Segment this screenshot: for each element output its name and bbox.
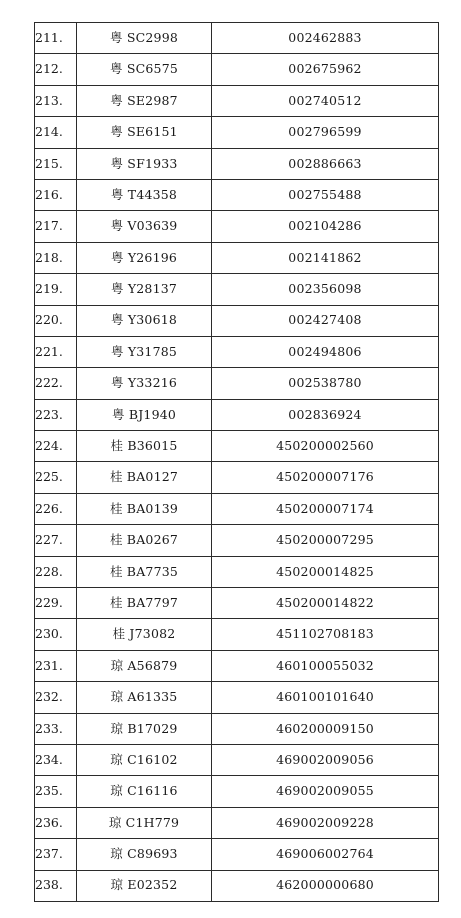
- row-number: 229.: [35, 588, 77, 619]
- table-row: [35, 744, 439, 775]
- row-number: 232.: [35, 682, 77, 713]
- plate-number: 琼 C1H779: [77, 807, 212, 838]
- plate-number: 琼 A56879: [77, 650, 212, 681]
- row-number: 214.: [35, 117, 77, 148]
- registration-id: 002886663: [212, 148, 439, 179]
- plate-number: 琼 C16116: [77, 776, 212, 807]
- table-row: [35, 493, 439, 524]
- plate-number: 琼 E02352: [77, 870, 212, 901]
- row-number: 227.: [35, 525, 77, 556]
- registration-id: 002427408: [212, 305, 439, 336]
- table-row: [35, 431, 439, 462]
- registration-id: 462000000680: [212, 870, 439, 901]
- plate-number: 粤 T44358: [77, 179, 212, 210]
- table-row: [35, 85, 439, 116]
- row-number: 228.: [35, 556, 77, 587]
- row-number: 236.: [35, 807, 77, 838]
- table-row: [35, 462, 439, 493]
- table-row: [35, 399, 439, 430]
- registration-id: 460100055032: [212, 650, 439, 681]
- plate-number: 粤 Y30618: [77, 305, 212, 336]
- plate-number: 粤 Y26196: [77, 242, 212, 273]
- registration-id: 451102708183: [212, 619, 439, 650]
- registration-id: 002356098: [212, 274, 439, 305]
- registration-id: 002538780: [212, 368, 439, 399]
- plate-number: 琼 B17029: [77, 713, 212, 744]
- registration-id: 450200002560: [212, 431, 439, 462]
- registration-id: 460200009150: [212, 713, 439, 744]
- plate-number: 桂 J73082: [77, 619, 212, 650]
- plate-number: 琼 C89693: [77, 839, 212, 870]
- plate-number: 粤 V03639: [77, 211, 212, 242]
- registration-id: 469002009056: [212, 744, 439, 775]
- row-number: 224.: [35, 431, 77, 462]
- plate-number: 粤 Y33216: [77, 368, 212, 399]
- plate-number: 桂 B36015: [77, 431, 212, 462]
- row-number: 235.: [35, 776, 77, 807]
- table-row: [35, 525, 439, 556]
- registration-id: 002740512: [212, 85, 439, 116]
- row-number: 215.: [35, 148, 77, 179]
- registration-id: 002836924: [212, 399, 439, 430]
- plate-number: 琼 A61335: [77, 682, 212, 713]
- row-number: 219.: [35, 274, 77, 305]
- row-number: 225.: [35, 462, 77, 493]
- plate-number: 桂 BA0267: [77, 525, 212, 556]
- table-row: [35, 682, 439, 713]
- plate-number: 粤 SE6151: [77, 117, 212, 148]
- table-row: [35, 211, 439, 242]
- row-number: 221.: [35, 336, 77, 367]
- row-number: 222.: [35, 368, 77, 399]
- row-number: 238.: [35, 870, 77, 901]
- plate-number: 桂 BA7797: [77, 588, 212, 619]
- row-number: 220.: [35, 305, 77, 336]
- plate-number: 粤 SE2987: [77, 85, 212, 116]
- row-number: 211.: [35, 23, 77, 54]
- row-number: 226.: [35, 493, 77, 524]
- row-number: 223.: [35, 399, 77, 430]
- plate-number: 桂 BA0139: [77, 493, 212, 524]
- table-row: [35, 650, 439, 681]
- registration-id: 002494806: [212, 336, 439, 367]
- row-number: 230.: [35, 619, 77, 650]
- row-number: 234.: [35, 744, 77, 775]
- registration-id: 002675962: [212, 54, 439, 85]
- bottom-fade: [0, 904, 461, 918]
- registration-id: 460100101640: [212, 682, 439, 713]
- table-row: [35, 305, 439, 336]
- table-row: [35, 588, 439, 619]
- vehicle-registry-table: [34, 22, 439, 902]
- table-row: [35, 368, 439, 399]
- plate-number: 桂 BA0127: [77, 462, 212, 493]
- plate-number: 粤 BJ1940: [77, 399, 212, 430]
- table-row: [35, 179, 439, 210]
- plate-number: 琼 C16102: [77, 744, 212, 775]
- registration-id: 450200007174: [212, 493, 439, 524]
- plate-number: 粤 Y28137: [77, 274, 212, 305]
- row-number: 231.: [35, 650, 77, 681]
- plate-number: 粤 SC6575: [77, 54, 212, 85]
- registration-id: 002462883: [212, 23, 439, 54]
- table-row: [35, 242, 439, 273]
- row-number: 217.: [35, 211, 77, 242]
- row-number: 233.: [35, 713, 77, 744]
- row-number: 216.: [35, 179, 77, 210]
- registration-id: 469006002764: [212, 839, 439, 870]
- plate-number: 桂 BA7735: [77, 556, 212, 587]
- table-row: [35, 148, 439, 179]
- table-row: [35, 807, 439, 838]
- table-body: [35, 23, 439, 902]
- table-row: [35, 336, 439, 367]
- row-number: 237.: [35, 839, 77, 870]
- registration-id: 002141862: [212, 242, 439, 273]
- row-number: 213.: [35, 85, 77, 116]
- registration-id: 002755488: [212, 179, 439, 210]
- table-row: [35, 117, 439, 148]
- row-number: 218.: [35, 242, 77, 273]
- table-row: [35, 23, 439, 54]
- plate-number: 粤 SC2998: [77, 23, 212, 54]
- table-row: [35, 839, 439, 870]
- registration-id: 002104286: [212, 211, 439, 242]
- registration-id: 450200014825: [212, 556, 439, 587]
- table-row: [35, 776, 439, 807]
- registration-id: 002796599: [212, 117, 439, 148]
- table-row: [35, 556, 439, 587]
- registration-id: 450200007176: [212, 462, 439, 493]
- plate-number: 粤 SF1933: [77, 148, 212, 179]
- registration-id: 450200007295: [212, 525, 439, 556]
- table-row: [35, 870, 439, 901]
- plate-number: 粤 Y31785: [77, 336, 212, 367]
- table-row: [35, 54, 439, 85]
- table-row: [35, 713, 439, 744]
- table-row: [35, 274, 439, 305]
- registration-id: 450200014822: [212, 588, 439, 619]
- registration-id: 469002009055: [212, 776, 439, 807]
- registration-id: 469002009228: [212, 807, 439, 838]
- table-row: [35, 619, 439, 650]
- row-number: 212.: [35, 54, 77, 85]
